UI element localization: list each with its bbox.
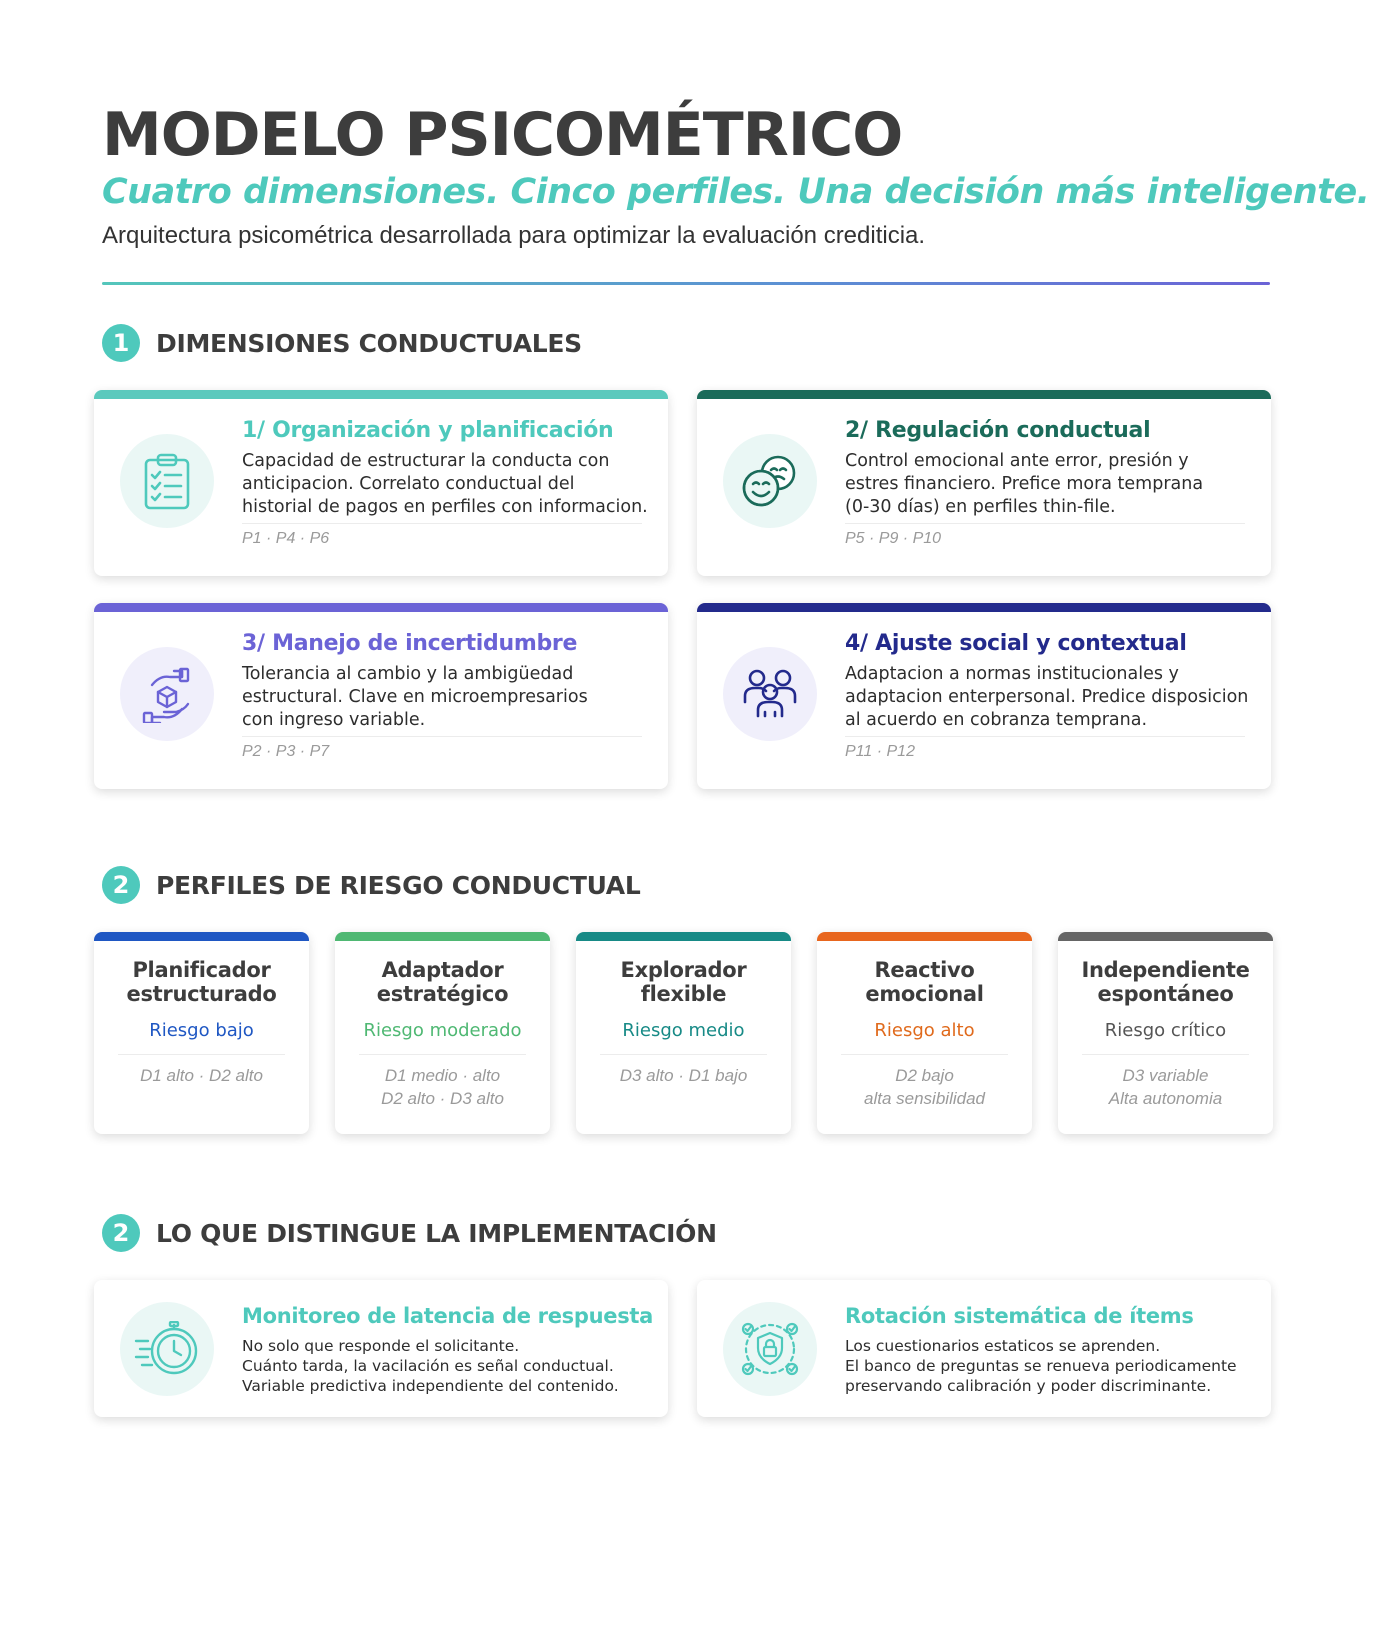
profile-detail-line: D3 variable — [1122, 1066, 1209, 1085]
description-line: El banco de preguntas se renueva periodicamente — [845, 1357, 1237, 1375]
stopwatch-icon — [134, 1321, 200, 1377]
description-line: (0-30 días) en perfiles thin-file. — [845, 497, 1116, 517]
card-accent-bar — [697, 603, 1271, 612]
page-tagline: Cuatro dimensiones. Cinco perfiles. Una decisión más inteligente. — [102, 172, 1370, 212]
section-number: 2 — [102, 1214, 140, 1252]
profile-details — [94, 1064, 309, 1087]
profile-card-independiente — [1058, 932, 1273, 1134]
profile-title-line: Adaptador — [381, 958, 504, 982]
dimension-card-incertidumbre — [94, 603, 668, 789]
card-divider — [242, 523, 642, 524]
card-divider — [845, 523, 1245, 524]
profile-card-planificador — [94, 932, 309, 1134]
dimension-refs: P2 · P3 · P7 — [242, 743, 330, 760]
card-accent-bar — [94, 932, 309, 941]
icon-circle — [120, 1302, 214, 1396]
card-accent-bar — [94, 390, 668, 399]
profile-details — [335, 1064, 550, 1110]
dimension-description — [845, 450, 1245, 519]
icon-circle — [723, 1302, 817, 1396]
card-divider — [841, 1054, 1008, 1055]
description-line: Cuánto tarda, la vacilación es señal conductual. — [242, 1357, 614, 1375]
card-divider — [845, 736, 1245, 737]
implementation-description — [845, 1336, 1237, 1396]
profile-card-adaptador — [335, 932, 550, 1134]
dimension-refs: P5 · P9 · P10 — [845, 530, 942, 547]
profile-risk-level: Riesgo medio — [622, 1020, 745, 1041]
profile-risk-level: Riesgo bajo — [149, 1020, 254, 1041]
card-accent-bar — [697, 390, 1271, 399]
profile-title-line: Reactivo — [874, 958, 975, 982]
dimension-description — [242, 450, 648, 519]
profile-risk-level: Riesgo crítico — [1104, 1020, 1227, 1041]
profile-title — [817, 958, 1032, 1006]
profile-title-line: Explorador — [620, 958, 747, 982]
profile-card-explorador — [576, 932, 791, 1134]
description-line: con ingreso variable. — [242, 710, 426, 730]
profile-card-reactivo — [817, 932, 1032, 1134]
section-title: DIMENSIONES CONDUCTUALES — [156, 328, 582, 358]
dimension-description — [242, 663, 642, 732]
emotion-faces-icon — [740, 453, 800, 509]
profile-detail-line: D1 medio · alto — [384, 1066, 501, 1085]
profile-detail-line: alta sensibilidad — [864, 1089, 985, 1108]
description-line: Los cuestionarios estaticos se aprenden. — [845, 1337, 1161, 1355]
dimension-description — [845, 663, 1249, 732]
dimension-card-ajuste-social — [697, 603, 1271, 789]
profile-detail-line: D2 bajo — [895, 1066, 954, 1085]
card-divider — [600, 1054, 767, 1055]
section-implementation-heading — [102, 1213, 717, 1253]
profile-title-line: espontáneo — [1097, 982, 1234, 1006]
section-title: LO QUE DISTINGUE LA IMPLEMENTACIÓN — [156, 1218, 717, 1248]
icon-circle — [723, 434, 817, 528]
description-line: No solo que responde el solicitante. — [242, 1337, 520, 1355]
card-accent-bar — [335, 932, 550, 941]
description-line: estructural. Clave en microempresarios — [242, 687, 588, 707]
people-group-icon — [741, 668, 799, 720]
profile-detail-line: Alta autonomia — [1108, 1089, 1223, 1108]
profile-title-line: flexible — [640, 982, 727, 1006]
profile-risk-level: Riesgo moderado — [363, 1020, 522, 1041]
section-number: 1 — [102, 324, 140, 362]
profile-detail-line: D2 alto · D3 alto — [381, 1089, 504, 1108]
card-divider — [242, 736, 642, 737]
implementation-description — [242, 1336, 619, 1396]
dimension-title: 2/ Regulación conductual — [845, 418, 1151, 443]
profile-detail-line: D1 alto · D2 alto — [140, 1066, 263, 1085]
dimension-card-regulacion — [697, 390, 1271, 576]
description-line: anticipacion. Correlato conductual del — [242, 474, 575, 494]
section-profiles-heading — [102, 865, 640, 905]
profile-risk-level: Riesgo alto — [874, 1020, 975, 1041]
implementation-title: Rotación sistemática de ítems — [845, 1304, 1194, 1328]
dimension-title: 1/ Organización y planificación — [242, 418, 614, 443]
profile-details — [817, 1064, 1032, 1110]
dimension-title: 3/ Manejo de incertidumbre — [242, 631, 578, 656]
profile-title-line: estratégico — [376, 982, 509, 1006]
clipboard-checklist-icon — [141, 451, 193, 511]
card-divider — [359, 1054, 526, 1055]
hands-box-icon — [138, 665, 196, 723]
section-dimensions-heading — [102, 323, 582, 363]
description-line: Variable predictiva independiente del contenido. — [242, 1377, 619, 1395]
dimension-refs: P1 · P4 · P6 — [242, 530, 330, 547]
shield-lock-icon — [739, 1319, 801, 1379]
implementation-card-latencia — [94, 1280, 668, 1417]
description-line: Adaptacion a normas institucionales y — [845, 664, 1179, 684]
page-title: MODELO PSICOMÉTRICO — [102, 100, 903, 170]
dimension-title: 4/ Ajuste social y contextual — [845, 631, 1187, 656]
description-line: estres financiero. Prefice mora temprana — [845, 474, 1204, 494]
card-accent-bar — [1058, 932, 1273, 941]
description-line: historial de pagos en perfiles con informacion. — [242, 497, 648, 517]
description-line: adaptacion enterpersonal. Predice disposicion — [845, 687, 1249, 707]
profile-details — [1058, 1064, 1273, 1110]
card-accent-bar — [817, 932, 1032, 941]
icon-circle — [120, 434, 214, 528]
profile-title-line: Planificador — [132, 958, 271, 982]
profile-title — [576, 958, 791, 1006]
header-divider — [102, 282, 1270, 285]
icon-circle — [723, 647, 817, 741]
icon-circle — [120, 647, 214, 741]
description-line: Control emocional ante error, presión y — [845, 451, 1189, 471]
dimension-refs: P11 · P12 — [845, 743, 915, 760]
profile-title — [1058, 958, 1273, 1006]
card-divider — [1082, 1054, 1249, 1055]
profile-title-line: estructurado — [126, 982, 277, 1006]
implementation-title: Monitoreo de latencia de respuesta — [242, 1304, 654, 1328]
section-number: 2 — [102, 866, 140, 904]
description-line: preservando calibración y poder discriminante. — [845, 1377, 1212, 1395]
description-line: al acuerdo en cobranza temprana. — [845, 710, 1148, 730]
section-title: PERFILES DE RIESGO CONDUCTUAL — [156, 870, 641, 900]
dimension-card-organizacion — [94, 390, 668, 576]
description-line: Capacidad de estructurar la conducta con — [242, 451, 610, 471]
profile-details — [576, 1064, 791, 1087]
implementation-card-rotacion — [697, 1280, 1271, 1417]
profile-title-line: emocional — [865, 982, 984, 1006]
card-accent-bar — [576, 932, 791, 941]
description-line: Tolerancia al cambio y la ambigüedad — [242, 664, 574, 684]
profile-title — [94, 958, 309, 1006]
profile-title — [335, 958, 550, 1006]
card-divider — [118, 1054, 285, 1055]
profile-title-line: Independiente — [1081, 958, 1250, 982]
card-accent-bar — [94, 603, 668, 612]
profile-detail-line: D3 alto · D1 bajo — [619, 1066, 748, 1085]
page-subtitle: Arquitectura psicométrica desarrollada para optimizar la evaluación crediticia. — [102, 222, 926, 249]
